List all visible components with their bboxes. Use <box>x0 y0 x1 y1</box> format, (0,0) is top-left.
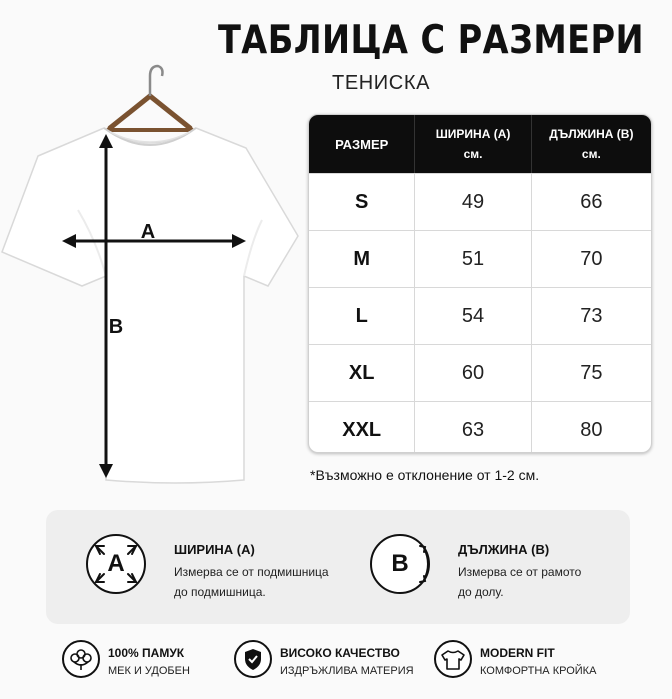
table-row <box>309 287 651 344</box>
size-cell: XXL <box>342 418 382 441</box>
badge-a-label: A <box>107 550 125 577</box>
size-table <box>308 114 652 453</box>
label-b: B <box>108 316 124 338</box>
feature-quality-subtitle: ИЗДРЪЖЛИВА МАТЕРИЯ <box>280 665 414 677</box>
length-cell: 80 <box>531 402 651 453</box>
table-header <box>309 115 651 173</box>
table-row <box>309 173 651 230</box>
length-cell: 75 <box>531 345 651 401</box>
header-width-unit: см. <box>463 147 483 161</box>
length-info-title: ДЪЛЖИНА (B) <box>458 542 550 557</box>
header-length-unit: см. <box>581 147 601 161</box>
feature-fit-title: MODERN FIT <box>480 646 555 660</box>
size-cell: S <box>355 190 369 213</box>
length-cell: 70 <box>531 231 651 287</box>
label-a: A <box>140 221 156 243</box>
tshirt-illustration <box>0 40 310 500</box>
feature-cotton-title: 100% ПАМУК <box>108 646 185 660</box>
width-cell: 49 <box>414 174 530 230</box>
width-cell: 60 <box>414 345 530 401</box>
size-cell: XL <box>348 361 375 384</box>
page-subtitle: ТЕНИСКА <box>332 72 431 94</box>
vertical-arrow-icon <box>370 534 430 594</box>
length-cell: 73 <box>531 288 651 344</box>
tshirt-icon <box>434 640 472 678</box>
tshirt-shape <box>2 128 298 483</box>
width-info <box>46 510 346 624</box>
header-width-label: ШИРИНА (A) <box>435 127 511 141</box>
table-row <box>309 344 651 401</box>
width-info-title: ШИРИНА (A) <box>174 542 255 557</box>
table-row <box>309 401 651 453</box>
cotton-icon <box>62 640 100 678</box>
shield-check-icon <box>234 640 272 678</box>
expand-arrows-icon <box>86 534 146 594</box>
length-cell: 66 <box>531 174 651 230</box>
deviation-note: *Възможно е отклонение от 1-2 см. <box>310 467 540 483</box>
feature-fit-subtitle: КОМФОРТНА КРОЙКА <box>480 665 597 677</box>
width-info-line1: Измерва се от подмишница <box>174 565 329 579</box>
header-size <box>309 115 414 173</box>
badge-b <box>370 534 430 594</box>
width-info-line2: до подмишница. <box>174 585 266 599</box>
table-row <box>309 230 651 287</box>
size-cell: L <box>355 304 368 327</box>
width-cell: 54 <box>414 288 530 344</box>
header-length-label: ДЪЛЖИНА (B) <box>549 127 634 141</box>
length-info <box>346 510 630 624</box>
feature-cotton-subtitle: МЕК И УДОБЕН <box>108 665 190 677</box>
hanger-icon <box>108 96 192 130</box>
badge-b-label: B <box>391 550 409 577</box>
width-cell: 63 <box>414 402 530 453</box>
badge-a <box>86 534 146 594</box>
length-info-line2: до долу. <box>458 585 504 599</box>
header-size-label: РАЗМЕР <box>335 136 389 152</box>
header-width <box>414 115 530 173</box>
measurement-info-panel <box>46 510 630 624</box>
page-title: ТАБЛИЦА С РАЗМЕРИ <box>218 18 644 63</box>
size-cell: M <box>353 247 371 270</box>
width-cell: 51 <box>414 231 530 287</box>
feature-quality-title: ВИСОКО КАЧЕСТВО <box>280 646 400 660</box>
header-length <box>531 115 651 173</box>
length-info-line1: Измерва се от рамото <box>458 565 582 579</box>
tshirt-diagram <box>0 40 310 500</box>
